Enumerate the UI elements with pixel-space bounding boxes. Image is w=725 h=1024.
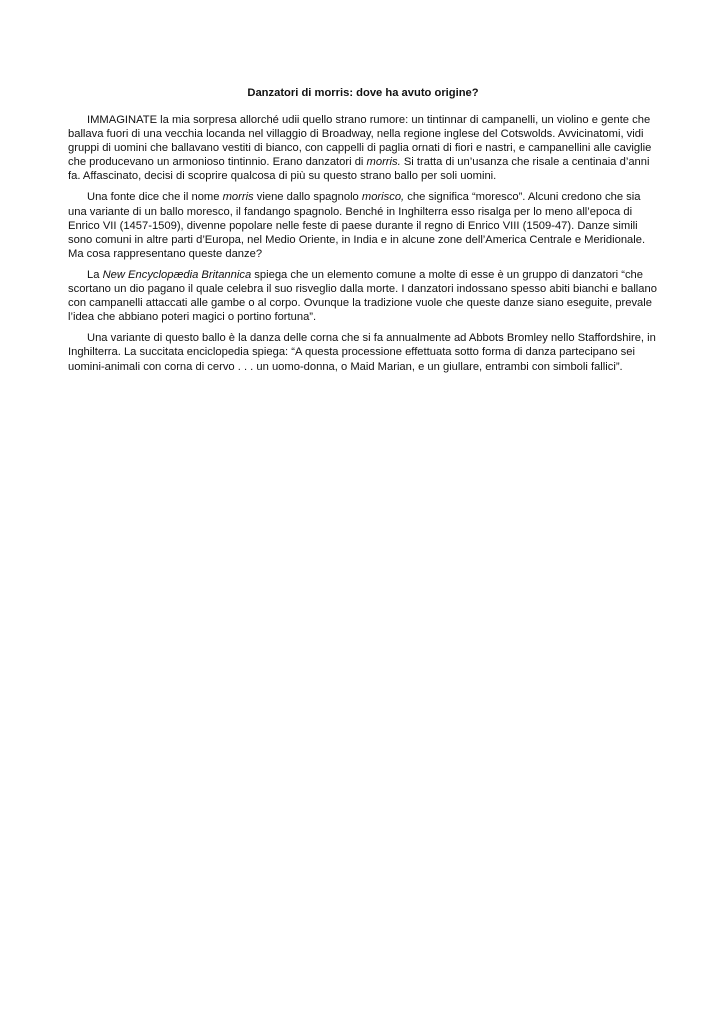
paragraph-4 <box>68 331 658 373</box>
paragraph-2-italic-morisco: morisco, <box>361 191 405 204</box>
paragraph-4-text: Una variante di questo ballo è la danza delle corna che si fa annualmente ad Abbots Bromley nello Staffordshire, in Inghilterra. La succitata enciclopedia spiega: “A questa processione effettuata sotto forma di danza partecipano sei uomini-animali con corna di cervo . . . un uomo-donna, o Maid Marian, e un giullare, entrambi con simboli fallici”. <box>68 332 656 373</box>
paragraph-1 <box>68 113 658 183</box>
paragraph-1-italic: morris. <box>366 156 401 169</box>
paragraph-3 <box>68 268 658 324</box>
paragraph-2-text-end: che significa “moresco”. Alcuni credono che sia una variante di un ballo moresco, il fandango spagnolo. Benché in Inghilterra esso risalga per lo meno all’epoca di Enrico VII (1457-1509), divenne popolare nelle feste di paese durante il regno di Enrico VIII (1509-47). Danze simili sono comuni in altre parti d’Europa, nel Medio Oriente, in India e in alcune zone dell’America Centrale e Meridionale. Ma cosa rappresentano queste danze? <box>68 191 646 260</box>
paragraph-2-text: Una fonte dice che il nome <box>87 191 223 204</box>
paragraph-2-text-mid: viene dallo spagnolo <box>253 191 362 204</box>
paragraph-1-text: IMMAGINATE la mia sorpresa allorché udii quello strano rumore: un tintinnar di campanelli, un violino e gente che ballava fuori di una vecchia locanda nel villaggio di Broadway, nella regione inglese del Cotswolds. Avvicinatomi, vidi gruppi di uomini che ballavano vestiti di bianco, con cappelli di paglia ornati di fiori e nastri, e campanellini alle caviglie che producevano un armonioso tintinnio. Erano danzatori di <box>68 114 652 169</box>
document-page <box>68 86 658 381</box>
paragraph-3-text-end: spiega che un elemento comune a molte di esse è un gruppo di danzatori “che scortano un dio pagano il quale celebra il suo risveglio dalla morte. I danzatori indossano spesso abiti bianchi e ballano con campanelli attaccati alle gambe o al corpo. Ovunque la tradizione vuole che queste danze siano eseguite, prevale l’idea che abbiano poteri magici o portino fortuna”. <box>68 268 657 324</box>
document-title: Danzatori di morris: dove ha avuto origine? <box>247 87 479 99</box>
paragraph-3-italic-encyclopaedia: New Encyclopædia Britannica <box>102 268 252 281</box>
paragraph-2-italic-morris: morris <box>222 191 254 204</box>
paragraph-1-text-end: Si tratta di un’usanza che risale a centinaia d’anni fa. Affascinato, decisi di scoprire qualcosa di più su questo strano ballo per soli uomini. <box>68 156 650 183</box>
paragraph-2 <box>68 190 658 260</box>
paragraph-3-text: La <box>87 268 103 281</box>
